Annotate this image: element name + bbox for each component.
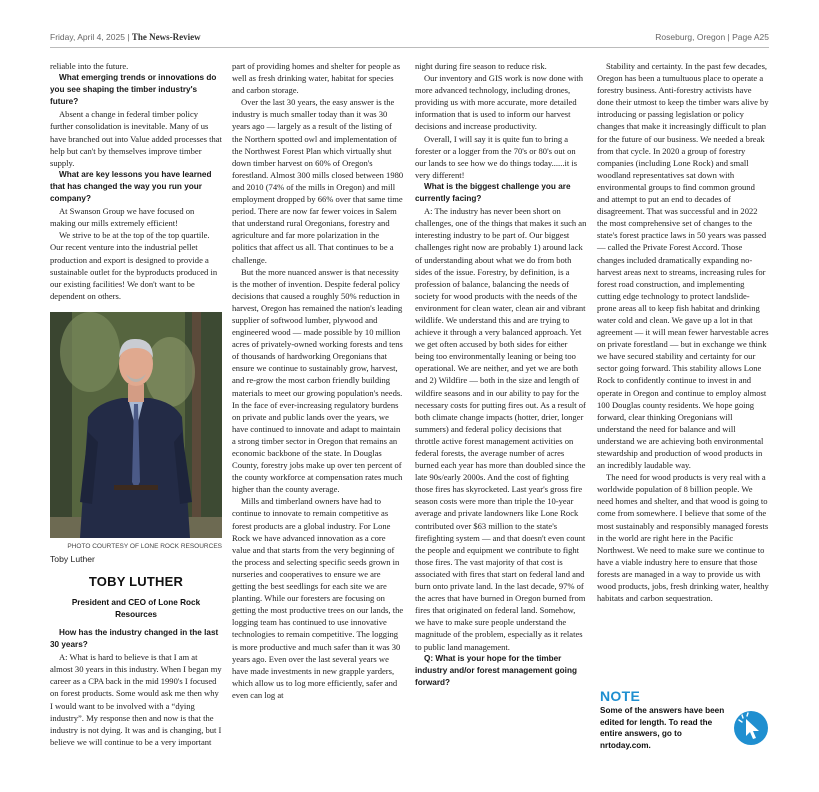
article-paragraph: Stability and certainty. In the past few decades, Oregon has been a tumultuous place to operate a forestry business. Anti-forestry activists have done their utmost to keep the timber wars alive by introducing or passing legislation or policy changes that make it increasingly difficult to plan for the future of our business. We needed a break from that cycle. In 2020 a group of forestry companies (including Lone Rock) and small woodland representatives sat down with environmental groups to find common ground and attempt to put an end to decades of disagreement. That was successful and in 2022 the most comprehensive set of changes to the state's forest practice laws in 50 years was passed — called the Private Forest Accord. Those changes included dramatically expanding no-harvest areas next to streams, increasing rules for forest road construction, and implementing cutting edge technology to protect landslide-prone areas all to keep fish habitat and drinking water cold and clean. We gave up a lot in that agreement — it will mean fewer harvestable acres on private forestland — but in exchange we think we have secured stability and certainty for our sector going forward. This stability allows Lone Rock to confidently continue to invest in and operate in Oregon and continue to employ almost 100 Douglas county residents. We hope going forward, clear thinking Oregonians will understand the need for balance and will understand we are achieving both environmental stewardship and production of wood products in an incredibly laudable way. (597, 61, 769, 471)
article-paragraph: Our inventory and GIS work is now done with more advanced technology, including drones, providing us with more accurate, more detailed information that is used to inform our harvest decisions and increase productivity. (415, 73, 584, 132)
article-paragraph: A: The industry has never been short on challenges, one of the things that makes it such an interesting industry to be part of. Our biggest challenges right now are probably 1) around lack of understanding about what we do from both sides of the issue. Forestry, by definition, is a profession of balance, balancing the needs of society for wood products with the needs of the environment for clean water, clean air and vibrant wildlife. We understand this and are trying to achieve it through a very balanced approach. Yet we get often accused by both sides for either being too environmentally leaning or being too operational. We are neither, and yet we are both and 2) Wildfire — both in the size and length of wildfire seasons and in our ability to pay for the necessary costs for putting fires out. As a result of both climate change impacts (hotter, drier, longer summers) and federal policy decisions that throttle active forest management activities on federal forests, the average number of acres burned each year has more than doubled since the late 90s/early 2000s. And the cost of fighting those fires has skyrocketed. Last year's gross fire season costs were more than triple the 10-year average and private landowners like Lone Rock contributed over $63 million to the state's firefighting system — and that doesn't even count the people and equipment we contribute to fight those fires. The vast majority of that cost is associated with fires that start on federal land and burn onto private land. In the last decade, 97% of the acres that have burned in Oregon burned from fires that originated on federal land. Somehow, we have to make sure people understand the magnitude of the problem, especially as it relates to public land management. (415, 206, 587, 652)
article-column-2 (232, 60, 404, 701)
header-location: Roseburg, Oregon | Page A25 (655, 32, 769, 42)
interview-question: How has the industry changed in the last 30 years? (50, 628, 219, 650)
header-date: Friday, April 4, 2025 | (50, 32, 130, 42)
interview-question: What is the biggest challenge you are currently facing? (415, 181, 571, 204)
article-column-1-lower (50, 627, 222, 748)
article-column-3 (415, 60, 587, 689)
interview-question: Q: What is your hope for the timber industry and/or forest management going forward? (415, 653, 577, 687)
interview-question: What emerging trends or innovations do you see shaping the timber industry's future? (50, 73, 217, 107)
article-paragraph: Absent a change in federal timber policy further consolidation is inevitable. Many of us have branched out into Value added processes that help but can't by themselves improve timber supply. (50, 109, 222, 168)
article-paragraph: Over the last 30 years, the easy answer is the industry is much smaller today than it was 30 years ago — largely as a result of the listing of the Northern spotted owl and implementation of the Northwest Forest Plan which virtually shut down timber harvest on 60% of Oregon's forestland. Almost 300 mills closed between 1980 and 2010 (74% of the mills in Oregon) and mill employment dropped by 66% over that same time period. There are now far fewer voices in Salem that understand rural Oregonians, forestry and agriculture and far more polarization in the politics that affect us all. That continues to be a challenge. (232, 97, 404, 265)
interviewee-title-line-1: President and CEO of Lone Rock (71, 598, 201, 607)
article-paragraph: Overall, I will say it is quite fun to bring a forester or a logger from the 70's or 80's out on our lands to see how we do things today......it is very different! (415, 133, 578, 180)
note-body: Some of the answers have been edited for length. To read the entire answers, go to nrtoday.com. (600, 706, 725, 750)
interviewee-name: TOBY LUTHER (88, 574, 184, 589)
header-left (50, 32, 201, 42)
photo-caption: Toby Luther (50, 554, 95, 564)
interview-question: What are key lessons you have learned that has changed the way you run your company? (50, 169, 212, 204)
editor-note (600, 688, 780, 751)
cursor-click-icon[interactable] (733, 710, 769, 746)
article-paragraph: A: What is hard to believe is that I am at almost 30 years in this industry. When I began my career as a CPA back in the mid 1990's I focused on forest products. Some would ask me then why I would want to be involved with a “dying industry”. My response then and now is that the industry is not dying. It was and is changing, but I believe we will continue to be a very important (50, 652, 222, 747)
article-paragraph: The need for wood products is very real with a worldwide population of 8 billion people. We need homes and shelter, and that wood is going to come from somewhere. I believe that some of the most sustainably and responsibly managed forests in the world are right here in the Pacific Northwest. We need to make sure we continue to have a viable industry here to ensure that those forests are managed in a way to provide us with wood products, jobs, fresh drinking water, healthy habitats and carbon sequestration. (597, 472, 769, 604)
header-paper-name: The News-Review (131, 32, 201, 42)
portrait-illustration (50, 312, 222, 538)
article-paragraph: We strive to be at the top of the top quartile. Our recent venture into the industrial pellet production and export is designed to provide a sustainable outlet for the byproducts produced in our existing facilities! We don't want to be dependent on others. (50, 230, 218, 301)
bio-block (50, 574, 222, 621)
article-paragraph: night during fire season to reduce risk. (415, 61, 547, 71)
article-paragraph: reliable into the future. (50, 61, 129, 71)
article-paragraph: At Swanson Group we have focused on making our mills extremely efficient! (50, 206, 195, 229)
article-paragraph: But the more nuanced answer is that necessity is the mother of invention. Despite federal policy decisions that caused a roughly 50% reduction in harvest, Oregon has remained the nation's leading supplier of softwood lumber, plywood and engineered wood — made possible by 10 million acres of privately-owned working forests and tens of thousands of hardworking Oregonians that ensure we continue to sustainably grow, harvest, and re-grow the most carbon friendly building materials to meet our growing population's needs. In the face of ever-increasing regulatory burdens on private and public lands over the years, we have continued to innovate and adapt to maintain a strong timber sector in Oregon that remains an economic backbone of the state. In Douglas County, forestry jobs make up over ten percent of the county workforce at compensation rates much higher than the county average. (232, 266, 403, 495)
article-paragraph: part of providing homes and shelter for people as well as fresh drinking water, habitat for species and carbon storage. (232, 61, 401, 96)
interviewee-title (50, 597, 222, 621)
portrait-photo (50, 312, 222, 538)
interviewee-title-line-2: Resources (115, 610, 157, 619)
header-rule (50, 47, 769, 48)
article-column-1 (50, 60, 222, 302)
article-column-4 (597, 60, 769, 604)
page-header (50, 32, 769, 42)
article-paragraph: Mills and timberland owners have had to continue to innovate to remain competitive as forest products are a global industry. For Lone Rock we have advanced innovation as a core value and that starts from the very beginning of the process and selecting specific seeds grown in nurseries and cooperatives to ensure we are getting the best seedlings for each site we are planting. While our foresters are focusing on getting the most productive trees on our lands, the logging team has continued to use innovative technologies to remain competitive. The logging is more productive and much safer than it was 30 years ago. Even over the last several years we have made investments in new grapple yarders, which allow us to log more efficiently, safer and even can log at (232, 496, 404, 700)
photo-credit: PHOTO COURTESY OF LONE ROCK RESOURCES (67, 543, 222, 550)
note-heading: NOTE (600, 688, 641, 704)
